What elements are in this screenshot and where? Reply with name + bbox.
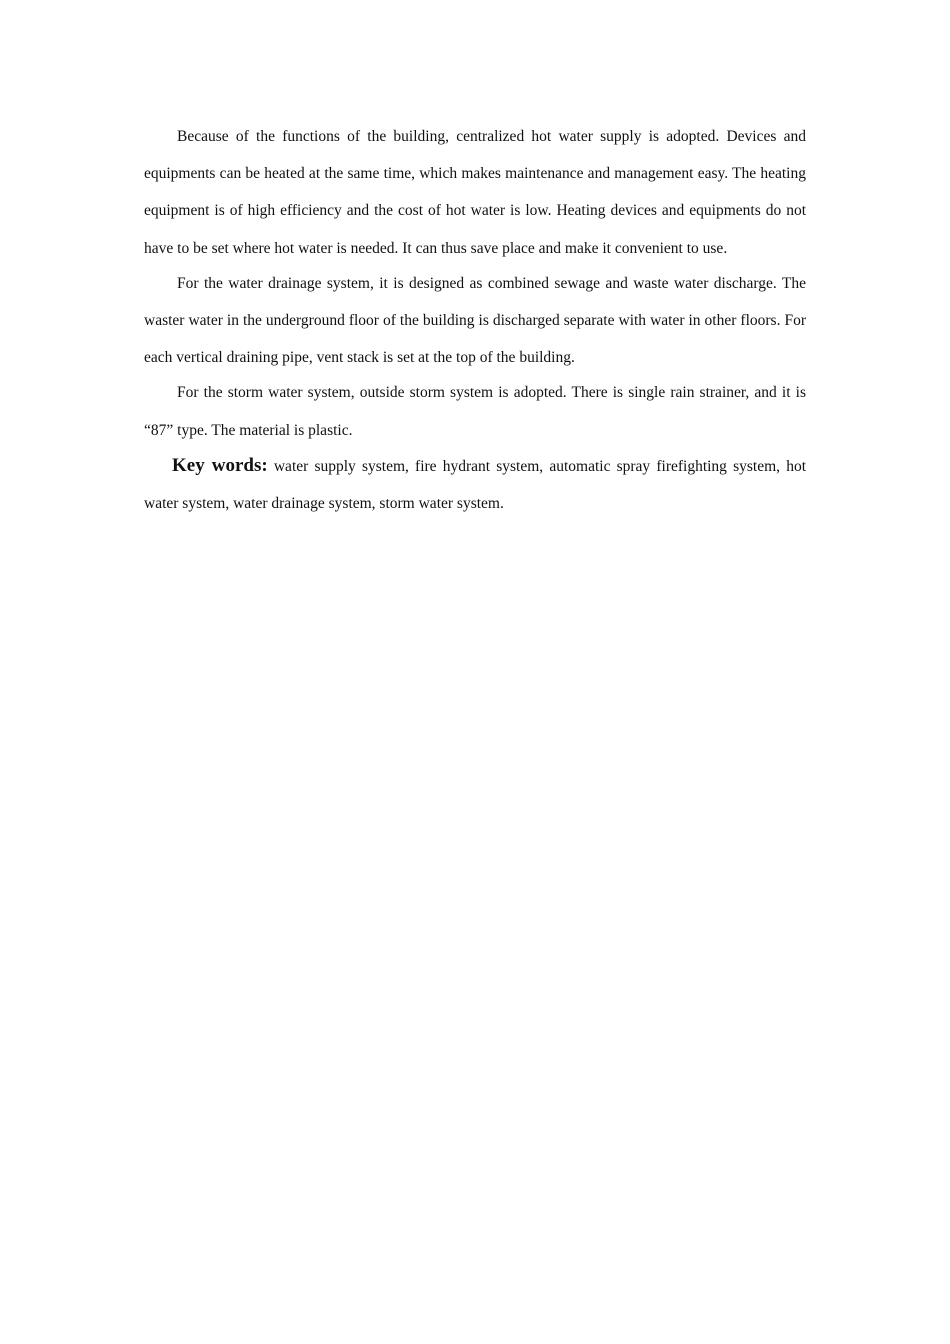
document-body bbox=[144, 118, 806, 522]
keywords-label: Key words: bbox=[172, 454, 268, 476]
keywords-text: water supply system, fire hydrant system, automatic spray firefighting system, hot water system, water drainage system, storm water system. bbox=[144, 457, 807, 513]
paragraph-storm-water: For the storm water system, outside storm system is adopted. There is single rain strainer, and it is “87” type. The material is plastic. bbox=[144, 384, 806, 439]
paragraph-drainage: For the water drainage system, it is designed as combined sewage and waste water discharge. The waster water in the underground floor of the building is discharged separate with water in other floors. For each vertical draining pipe, vent stack is set at the top of the building. bbox=[144, 274, 806, 367]
keywords-paragraph bbox=[144, 447, 806, 522]
paragraph-hot-water: Because of the functions of the building, centralized hot water supply is adopted. Devices and equipments can be heated at the same time, which makes maintenance and management easy. The heating equipment is of high efficiency and the cost of hot water is low. Heating devices and equipments do not have to be set where hot water is needed. It can thus save place and make it convenient to use. bbox=[144, 128, 806, 257]
